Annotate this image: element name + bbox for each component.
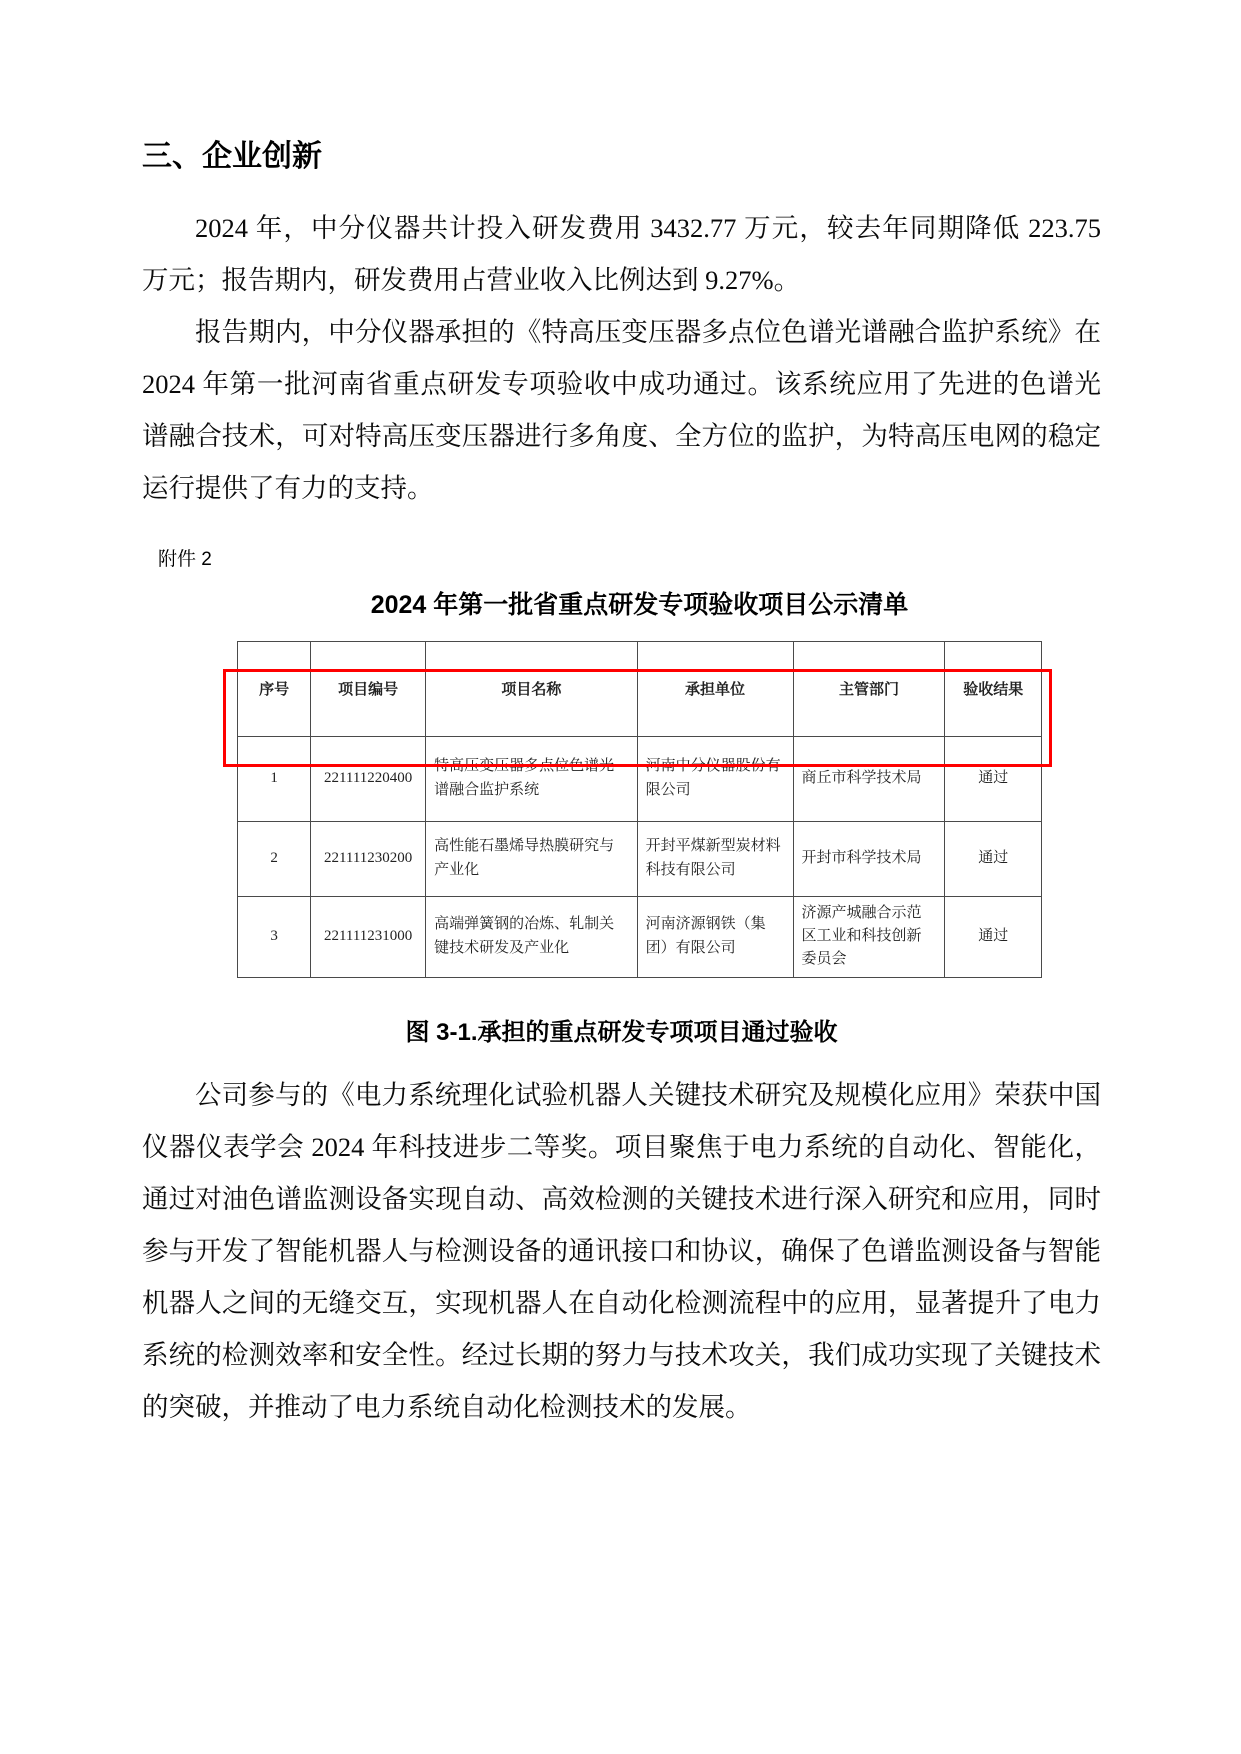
cell-dept: 开封市科学技术局 [793, 821, 945, 896]
section-heading: 三、企业创新 [142, 140, 322, 173]
paragraph-award: 公司参与的《电力系统理化试验机器人关键技术研究及规模化应用》荣获中国仪器仪表学会 2024 年科技进步二等奖。项目聚焦于电力系统的自动化、智能化，通过对油色谱监测设备实现自动、高效检测的关键技术进行深入研究和应用，同时参与开发了智能机器人与检测设备的通讯接口和协议，确保了色谱监测设备与智能机器人之间的无缝交互，实现机器人在自动化检测流程中的应用，显著提升了电力系统的检测效率和安全性。经过长期的努力与技术攻关，我们成功实现了关键技术的突破，并推动了电力系统自动化检测技术的发展。 [142, 1079, 1101, 1422]
cell-code: 221111231000 [311, 896, 426, 977]
cell-result: 通过 [945, 896, 1042, 977]
header-result: 验收结果 [945, 641, 1042, 736]
cell-dept: 济源产城融合示范区工业和科技创新委员会 [793, 896, 945, 977]
cell-name: 高端弹簧钢的冶炼、轧制关键技术研发及产业化 [426, 896, 637, 977]
figure-caption: 图 3-1.承担的重点研发专项项目通过验收 [405, 1018, 838, 1046]
attachment-label: 附件 2 [158, 548, 212, 570]
table-title: 2024 年第一批省重点研发专项验收项目公示清单 [370, 590, 909, 619]
cell-seq: 2 [238, 821, 311, 896]
table-row [238, 736, 1042, 821]
header-org: 承担单位 [637, 641, 793, 736]
table-header-row [238, 641, 1042, 736]
header-code: 项目编号 [311, 641, 426, 736]
table-row [238, 821, 1042, 896]
cell-org: 开封平煤新型炭材料科技有限公司 [637, 821, 793, 896]
cell-dept: 商丘市科学技术局 [793, 736, 945, 821]
embedded-table-figure [237, 585, 1042, 978]
table-row [238, 896, 1042, 977]
header-name: 项目名称 [426, 641, 637, 736]
cell-seq: 1 [238, 736, 311, 821]
cell-result: 通过 [945, 736, 1042, 821]
cell-code: 221111220400 [311, 736, 426, 821]
cell-code: 221111230200 [311, 821, 426, 896]
results-table [237, 641, 1042, 978]
header-seq: 序号 [238, 641, 311, 736]
cell-result: 通过 [945, 821, 1042, 896]
cell-name: 特高压变压器多点位色谱光谱融合监护系统 [426, 736, 637, 821]
paragraph-project-pass: 报告期内，中分仪器承担的《特高压变压器多点位色谱光谱融合监护系统》在 2024 年第一批河南省重点研发专项验收中成功通过。该系统应用了先进的色谱光谱融合技术，可对特高压变压器进行多角度、全方位的监护，为特高压电网的稳定运行提供了有力的支持。 [142, 316, 1101, 503]
cell-org: 河南济源钢铁（集团）有限公司 [637, 896, 793, 977]
cell-org: 河南中分仪器股份有限公司 [637, 736, 793, 821]
header-dept: 主管部门 [793, 641, 945, 736]
cell-name: 高性能石墨烯导热膜研究与产业化 [426, 821, 637, 896]
paragraph-rd-expense: 2024 年，中分仪器共计投入研发费用 3432.77 万元，较去年同期降低 223.75 万元；报告期内，研发费用占营业收入比例达到 9.27%。 [142, 212, 1101, 295]
cell-seq: 3 [238, 896, 311, 977]
